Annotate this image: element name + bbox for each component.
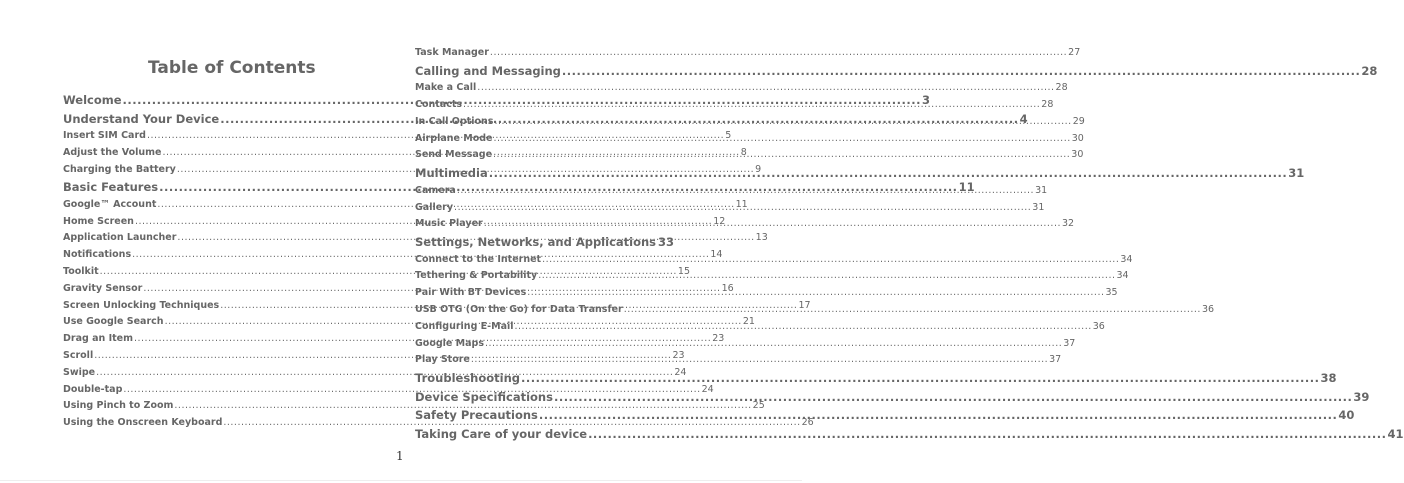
toc-entry-label: Double-tap — [63, 383, 123, 395]
toc-entry-label: Using Pinch to Zoom — [63, 400, 174, 412]
toc-entry-page-number: 34 — [1116, 270, 1129, 282]
toc-entry-page-number: 5 — [725, 130, 732, 141]
toc-dot-leader — [485, 336, 1062, 353]
toc-entry-page-number: 36 — [1201, 304, 1215, 316]
toc-dot-leader — [494, 131, 1071, 148]
toc-section-entry[interactable] — [415, 62, 1378, 81]
toc-entry-label: Connect to the Internet — [415, 253, 542, 265]
toc-dot-leader — [521, 369, 1319, 388]
toc-dot-leader — [542, 252, 1119, 269]
toc-entry-label: Drag an Item — [63, 333, 133, 345]
toc-entry-label: Adjust the Volume — [63, 146, 162, 158]
toc-entry-label: Settings, Networks, and Applications — [415, 235, 657, 250]
toc-subsection-entry[interactable] — [415, 114, 1085, 131]
toc-entry-page-number: 30 — [1071, 132, 1084, 144]
toc-dot-leader — [538, 268, 1115, 285]
toc-subsection-entry[interactable] — [415, 147, 1084, 164]
toc-entry-page-number: 16 — [721, 282, 734, 294]
toc-entry-label: Charging the Battery — [63, 163, 176, 175]
toc-entry-label: Tethering & Portability — [415, 270, 538, 282]
toc-entry-page-number: 29 — [1072, 115, 1085, 127]
toc-entry-label: Understand Your Device — [63, 111, 220, 126]
toc-dot-leader — [490, 45, 1067, 62]
toc-entry-page-number: 21 — [742, 316, 755, 328]
toc-dot-leader — [463, 97, 1040, 114]
toc-subsection-entry[interactable] — [415, 80, 1068, 97]
toc-entry-page-number: 31 — [1035, 184, 1048, 196]
toc-entry-label: Task Manager — [415, 47, 489, 58]
toc-entry-label: Gallery — [415, 201, 454, 213]
page-bottom-divider — [0, 480, 802, 481]
toc-dot-leader — [515, 319, 1092, 336]
toc-entry-page-number: 24 — [701, 383, 714, 395]
toc-dot-leader — [527, 285, 1104, 302]
toc-entry-label: Gravity Sensor — [63, 282, 143, 294]
toc-entry-page-number: 38 — [1320, 371, 1337, 386]
toc-subsection-entry[interactable] — [415, 131, 1084, 148]
page-title: Table of Contents — [148, 58, 316, 78]
toc-entry-label: Camera — [415, 184, 456, 196]
toc-dot-leader — [539, 406, 1337, 425]
toc-entry-label: Device Specifications — [415, 389, 553, 404]
toc-entry-page-number: 33 — [658, 235, 675, 250]
toc-section-entry[interactable] — [415, 425, 1404, 444]
toc-entry-page-number: 30 — [1071, 149, 1084, 161]
toc-dot-leader — [489, 164, 1287, 183]
toc-entry-label: In Call Options — [415, 115, 494, 127]
page-number: 1 — [396, 449, 404, 463]
toc-entry-label: Welcome — [63, 93, 122, 107]
toc-entry-page-number: 27 — [1068, 47, 1081, 58]
toc-entry-page-number: 34 — [1120, 253, 1133, 265]
toc-entry-page-number: 32 — [1061, 218, 1075, 230]
toc-entry-page-number: 3 — [922, 93, 931, 107]
toc-entry-page-number: 15 — [677, 266, 690, 278]
toc-entry-label: Taking Care of your device — [415, 426, 588, 441]
toc-entry-page-number: 11 — [735, 198, 748, 210]
toc-entry-page-number: 31 — [1032, 201, 1045, 213]
toc-entry-page-number: 13 — [755, 232, 768, 244]
toc-entry-page-number: 12 — [713, 215, 726, 227]
toc-entry-page-number: 35 — [1105, 287, 1118, 299]
toc-subsection-entry[interactable] — [63, 398, 765, 415]
toc-entry-page-number: 14 — [710, 249, 723, 261]
toc-entry-label: Insert SIM Card — [63, 130, 146, 141]
toc-entry-page-number: 37 — [1049, 354, 1062, 366]
toc-entry-label: Troubleshooting — [415, 371, 521, 386]
toc-entry-label: Calling and Messaging — [415, 63, 561, 78]
toc-dot-leader — [454, 200, 1031, 217]
toc-dot-leader — [484, 216, 1061, 233]
toc-entry-label: Pair With BT Devices — [415, 287, 527, 299]
toc-entry-label: Airplane Mode — [415, 132, 493, 144]
toc-dot-leader — [554, 388, 1352, 407]
toc-dot-leader — [624, 302, 1201, 319]
toc-entry-page-number: 36 — [1092, 320, 1105, 332]
toc-entry-label: Scroll — [63, 350, 94, 362]
toc-dot-leader — [457, 183, 1034, 200]
toc-entry-label: Google Maps — [415, 337, 484, 349]
toc-entry-label: Notifications — [63, 249, 132, 261]
toc-entry-label: Using the Onscreen Keyboard — [63, 417, 223, 429]
toc-entry-label: Contacts — [415, 99, 463, 111]
toc-entry-page-number: 28 — [1055, 82, 1068, 94]
toc-entry-page-number: 11 — [958, 180, 975, 195]
toc-section-entry[interactable] — [415, 164, 1305, 183]
toc-entry-page-number: 17 — [798, 299, 811, 311]
toc-entry-page-number: 8 — [740, 146, 747, 158]
toc-entry-page-number: 31 — [1288, 166, 1305, 181]
toc-dot-leader — [471, 352, 1048, 369]
toc-dot-leader — [562, 62, 1360, 81]
toc-dot-leader — [493, 147, 1070, 164]
toc-entry-label: Basic Features — [63, 180, 159, 195]
toc-entry-page-number: 41 — [1387, 426, 1404, 441]
toc-entry-page-number: 25 — [752, 400, 765, 412]
toc-entry-label: Music Player — [415, 218, 483, 230]
toc-subsection-entry[interactable] — [415, 97, 1054, 114]
toc-entry-label: Play Store — [415, 354, 470, 366]
toc-entry-page-number: 23 — [712, 333, 725, 345]
toc-dot-leader — [588, 425, 1386, 444]
toc-entry-page-number: 24 — [674, 366, 687, 378]
toc-entry-page-number: 9 — [755, 163, 762, 175]
toc-entry-label: Google™ Account — [63, 198, 157, 210]
toc-subsection-entry[interactable] — [415, 45, 1081, 62]
toc-section-entry[interactable] — [415, 233, 675, 252]
toc-entry-page-number: 26 — [801, 417, 814, 429]
toc-entry-label: Send Message — [415, 149, 493, 161]
toc-entry-label: Configuring E-Mail — [415, 320, 514, 332]
toc-entry-label: Application Launcher — [63, 232, 177, 244]
toc-entry-label: Toolkit — [63, 266, 99, 278]
toc-entry-label: USB OTG (On the Go) for Data Transfer — [415, 304, 623, 316]
toc-entry-label: Use Google Search — [63, 316, 164, 328]
toc-entry-page-number: 4 — [1019, 111, 1028, 126]
toc-entry-page-number: 37 — [1063, 337, 1076, 349]
toc-dot-leader — [494, 114, 1071, 131]
toc-entry-page-number: 28 — [1041, 99, 1054, 111]
toc-entry-label: Screen Unlocking Techniques — [63, 299, 220, 311]
toc-entry-label: Safety Precautions — [415, 408, 538, 423]
toc-entry-label: Make a Call — [415, 82, 477, 94]
toc-entry-page-number: 28 — [1361, 63, 1378, 78]
toc-entry-page-number: 23 — [672, 350, 685, 362]
toc-entry-label: Home Screen — [63, 215, 134, 227]
toc-entry-page-number: 39 — [1353, 389, 1370, 404]
toc-dot-leader — [477, 80, 1054, 97]
toc-entry-label: Swipe — [63, 366, 96, 378]
toc-entry-page-number: 40 — [1338, 408, 1355, 423]
toc-entry-label: Multimedia — [415, 166, 488, 181]
